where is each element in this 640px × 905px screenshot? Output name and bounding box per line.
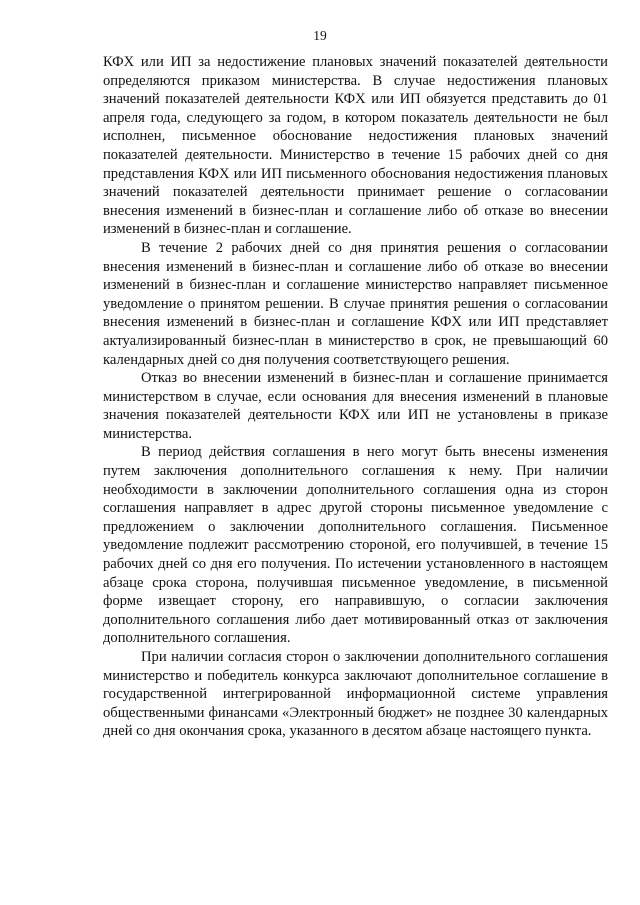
paragraph-1: КФХ или ИП за недостижение плановых значений показателей деятельности определяются приказом министерства. В случае недостижения плановых значений показателей деятельности КФХ или ИП обязуется представить до 01 апреля года, следующего за годом, в котором показатель деятельности не был исполнен, письменное обоснование недостижения плановых значений показателей деятельности. Министерство в течение 15 рабочих дней со дня представления КФХ или ИП письменного обоснования недостижения плановых значений показателей деятельности принимает решение о согласовании внесения изменений в бизнес-план и соглашение либо об отказе во внесении изменений в бизнес-план и соглашение. (103, 54, 608, 238)
paragraph-5: При наличии согласия сторон о заключении дополнительного соглашения министерство и победитель конкурса заключают дополнительное соглашение в государственной интегрированной информационной системе управления общественными финансами «Электронный бюджет» не позднее 30 календарных дней со дня окончания срока, указанного в десятом абзаце настоящего пункта. (103, 649, 608, 740)
paragraph-3: Отказ во внесении изменений в бизнес-план и соглашение принимается министерством в случае, если основания для внесения изменений в плановые значения показателей деятельности КФХ или ИП не установлены в приказе министерства. (103, 370, 608, 442)
paragraph-4: В период действия соглашения в него могут быть внесены изменения путем заключения дополнительного соглашения к нему. При наличии необходимости в заключении дополнительного соглашения одна из сторон соглашения направляет в адрес другой стороны письменное уведомление с предложением о заключении дополнительного соглашения. Письменное уведомление подлежит рассмотрению стороной, его получившей, в течение 15 рабочих дней со дня его получения. По истечении установленного в настоящем абзаце срока сторона, получившая письменное уведомление, в письменной форме извещает сторону, его направившую, о согласии заключения дополнительного соглашения либо дает мотивированный отказ от заключения дополнительного соглашения. (103, 444, 608, 647)
document-body (103, 53, 608, 741)
page-number: 19 (313, 28, 327, 43)
paragraph-2: В течение 2 рабочих дней со дня принятия решения о согласовании внесения изменений в бизнес-план и соглашение либо об отказе во внесении изменений в бизнес-план и соглашение министерство направляет письменное уведомление о принятом решении. В случае принятия решения о согласовании внесения изменений в бизнес-план и соглашение КФХ или ИП представляет актуализированный бизнес-план в министерство в срок, не превышающий 60 календарных дней со дня получения соответствующего решения. (103, 239, 608, 368)
